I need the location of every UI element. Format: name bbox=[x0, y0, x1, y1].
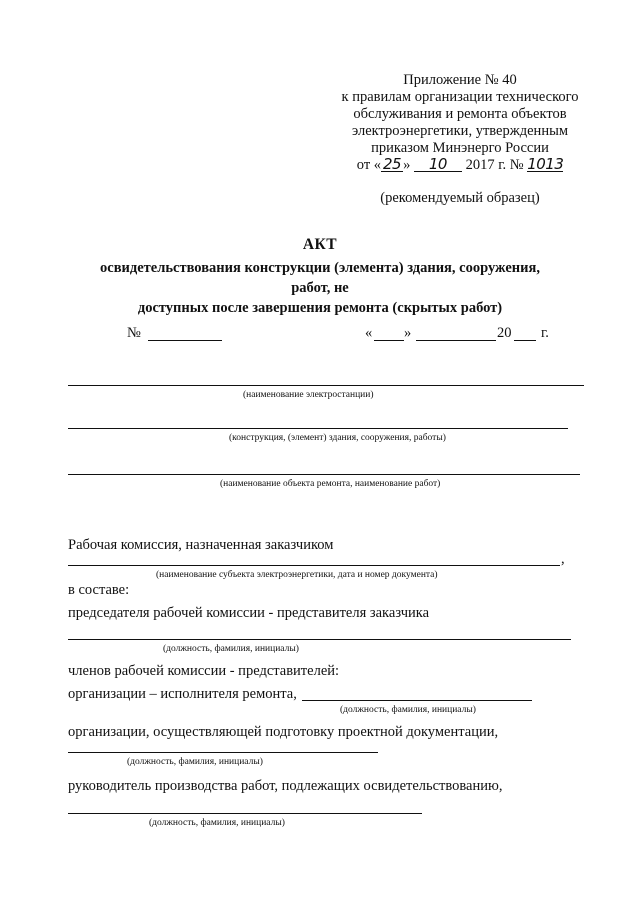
date-year: 2017 г. № bbox=[465, 157, 524, 173]
year-field-line[interactable] bbox=[514, 340, 536, 341]
chairman-caption: (должность, фамилия, инициалы) bbox=[163, 644, 299, 654]
month-field-line[interactable] bbox=[416, 340, 496, 341]
repair-object-caption: (наименование объекта ремонта, наименование работ) bbox=[220, 479, 441, 489]
design-org-caption: (должность, фамилия, инициалы) bbox=[127, 757, 263, 767]
chairman-field-line[interactable] bbox=[68, 639, 571, 640]
construction-caption: (конструкция, (элемент) здания, сооружения, работы) bbox=[229, 433, 446, 443]
design-org-text: организации, осуществляющей подготовку проектной документации, bbox=[68, 724, 499, 740]
appendix-header bbox=[330, 72, 590, 174]
design-org-field-line[interactable] bbox=[68, 752, 378, 753]
subject-caption: (наименование субъекта электроэнергетики, дата и номер документа) bbox=[156, 570, 438, 580]
appendix-date-line bbox=[330, 157, 590, 174]
composition-text: в составе: bbox=[68, 582, 130, 598]
handwritten-month: 10 bbox=[414, 157, 462, 172]
document-title: АКТ bbox=[302, 236, 338, 253]
subtitle-line-1: освидетельствования конструкции (элемента) здания, сооружения, работ, не bbox=[100, 260, 540, 296]
year-suffix: г. bbox=[541, 325, 549, 341]
appendix-order-line: приказом Минэнерго России bbox=[371, 140, 549, 156]
appendix-maintenance-line: обслуживания и ремонта объектов bbox=[353, 106, 567, 122]
date-mid: » bbox=[403, 157, 411, 173]
contractor-text: организации – исполнителя ремонта, bbox=[68, 686, 297, 702]
appendix-rules-line: к правилам организации технического bbox=[341, 89, 579, 105]
power-station-field-line[interactable] bbox=[68, 385, 584, 386]
members-text: членов рабочей комиссии - представителей: bbox=[68, 663, 340, 679]
works-manager-text: руководитель производства работ, подлежащих освидетельствованию, bbox=[68, 778, 503, 794]
handwritten-order-number: 1013 bbox=[527, 155, 564, 173]
document-subtitle bbox=[80, 258, 560, 318]
subject-comma: , bbox=[561, 551, 565, 567]
date-close-quote: » bbox=[404, 325, 412, 341]
works-manager-caption: (должность, фамилия, инициалы) bbox=[149, 818, 285, 828]
power-station-caption: (наименование электростанции) bbox=[243, 390, 374, 400]
contractor-caption: (должность, фамилия, инициалы) bbox=[340, 705, 476, 715]
number-field-line[interactable] bbox=[148, 340, 222, 341]
chairman-text: председателя рабочей комиссии - представителя заказчика bbox=[68, 605, 430, 621]
handwritten-day: 25 bbox=[383, 155, 402, 173]
works-manager-field-line[interactable] bbox=[68, 813, 422, 814]
number-label: № bbox=[127, 325, 141, 341]
subject-field-line[interactable] bbox=[68, 565, 560, 566]
date-open-quote: « bbox=[365, 325, 373, 341]
commission-text: Рабочая комиссия, назначенная заказчиком bbox=[68, 537, 334, 553]
appendix-approved-line: электроэнергетики, утвержденным bbox=[352, 123, 568, 139]
year-prefix: 20 bbox=[497, 325, 512, 341]
sample-note: (рекомендуемый образец) bbox=[380, 190, 540, 206]
construction-field-line[interactable] bbox=[68, 428, 568, 429]
repair-object-field-line[interactable] bbox=[68, 474, 580, 475]
date-prefix: от « bbox=[356, 157, 382, 173]
subtitle-line-2: доступных после завершения ремонта (скрытых работ) bbox=[137, 300, 503, 316]
contractor-field-line[interactable] bbox=[302, 700, 532, 701]
day-field-line[interactable] bbox=[374, 340, 404, 341]
appendix-number: Приложение № 40 bbox=[403, 72, 517, 88]
